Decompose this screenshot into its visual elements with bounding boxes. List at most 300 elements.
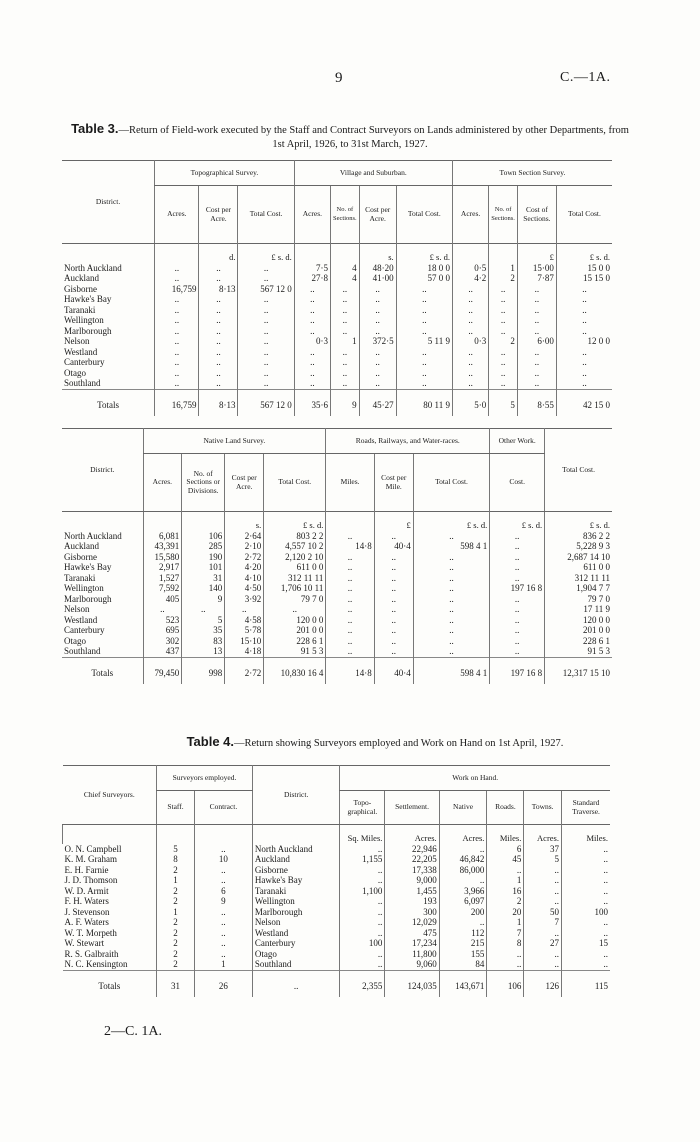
- table-cell: 27: [524, 938, 562, 949]
- total-cell: 40·4: [374, 657, 413, 684]
- table-cell: 5·78: [225, 625, 264, 636]
- table-cell: ..: [396, 357, 452, 368]
- table-cell: ..: [517, 294, 556, 305]
- district-name: Canterbury: [252, 938, 339, 949]
- table-cell: ..: [524, 928, 562, 939]
- table-row: [62, 284, 612, 295]
- table-cell: 312 11 11: [264, 573, 326, 584]
- total-cell: 567 12 0: [238, 389, 294, 416]
- unit-label: [326, 512, 374, 531]
- total-cell: 35·6: [294, 389, 330, 416]
- table-cell: ..: [326, 604, 374, 615]
- table-cell: ..: [374, 583, 413, 594]
- unit-label: s.: [359, 244, 396, 263]
- table-cell: 31: [182, 573, 225, 584]
- table-cell: 4·50: [225, 583, 264, 594]
- table-cell: 2·72: [225, 552, 264, 563]
- table-cell: ..: [374, 573, 413, 584]
- table-row: [63, 959, 611, 970]
- table-cell: ..: [238, 305, 294, 316]
- total-cell: 106: [487, 970, 524, 997]
- table-cell: 190: [182, 552, 225, 563]
- table-row: [62, 336, 612, 347]
- group-header-total: Total Cost.: [545, 429, 612, 512]
- table-cell: ..: [294, 347, 330, 358]
- table-cell: 83: [182, 636, 225, 647]
- table-cell: ..: [524, 959, 562, 970]
- table-cell: 5: [524, 854, 562, 865]
- totals-row: [62, 389, 612, 416]
- table-cell: ..: [326, 594, 374, 605]
- contract-count: ..: [194, 844, 252, 855]
- table-cell: 17,234: [385, 938, 439, 949]
- table-cell: 140: [182, 583, 225, 594]
- table-cell: 1,100: [340, 886, 385, 897]
- table-cell: ..: [490, 573, 545, 584]
- unit-label: d.: [199, 244, 238, 263]
- table-cell: 6,081: [143, 531, 182, 542]
- table-cell: 1,155: [340, 854, 385, 865]
- table-cell: 302: [143, 636, 182, 647]
- table-cell: ..: [489, 294, 518, 305]
- table-cell: ..: [294, 315, 330, 326]
- table-cell: ..: [396, 368, 452, 379]
- district-name: Marlborough: [252, 907, 339, 918]
- table-cell: 35: [182, 625, 225, 636]
- group-header-other: Other Work.: [490, 429, 545, 454]
- table-cell: 15 15 0: [556, 273, 612, 284]
- table-cell: ..: [374, 594, 413, 605]
- table-cell: ..: [490, 541, 545, 552]
- table-cell: 6,097: [439, 896, 487, 907]
- table-cell: ..: [199, 294, 238, 305]
- table4: [62, 765, 610, 997]
- table-cell: 228 6 1: [545, 636, 612, 647]
- table-row: [62, 573, 612, 584]
- table-cell: ..: [452, 326, 488, 337]
- unit-label: £ s. d.: [238, 244, 294, 263]
- table-cell: ..: [487, 865, 524, 876]
- district-name: Canterbury: [64, 357, 105, 367]
- col-header: Total Cost.: [396, 186, 452, 244]
- unit-label: £ s. d.: [396, 244, 452, 263]
- table-cell: ..: [562, 886, 611, 897]
- units-spacer: [62, 244, 155, 263]
- table-cell: ..: [359, 284, 396, 295]
- table-cell: ..: [238, 326, 294, 337]
- table-cell: ..: [359, 315, 396, 326]
- table-cell: 372·5: [359, 336, 396, 347]
- district-name: Gisborne: [64, 283, 97, 294]
- unit-label: £ s. d.: [545, 512, 612, 531]
- district-name: Canterbury: [64, 625, 105, 635]
- table-cell: ..: [562, 959, 611, 970]
- table-cell: 15·00: [517, 263, 556, 274]
- district-name: Taranaki: [64, 572, 96, 583]
- staff-count: 2: [157, 917, 195, 928]
- table-cell: ..: [238, 347, 294, 358]
- table-cell: 37: [524, 844, 562, 855]
- table-row: [62, 562, 612, 573]
- total-cell: 8·13: [199, 389, 238, 416]
- table-cell: 84: [439, 959, 487, 970]
- table-cell: 1,904 7 7: [545, 583, 612, 594]
- table-cell: 3·92: [225, 594, 264, 605]
- table-cell: ..: [374, 646, 413, 657]
- district-name: Hawke's Bay: [64, 562, 112, 572]
- table-cell: ..: [326, 552, 374, 563]
- contract-count: ..: [194, 865, 252, 876]
- table-cell: ..: [439, 917, 487, 928]
- total-cell: 124,035: [385, 970, 439, 997]
- district-name: Auckland: [64, 273, 99, 283]
- table-cell: ..: [517, 315, 556, 326]
- table-cell: ..: [331, 347, 360, 358]
- table-cell: 20: [487, 907, 524, 918]
- table-row: [63, 896, 611, 907]
- table-row: [62, 604, 612, 615]
- unit-label: [452, 244, 488, 263]
- district-name: Nelson: [252, 917, 339, 928]
- table-cell: 13: [182, 646, 225, 657]
- contract-count: ..: [194, 938, 252, 949]
- table-cell: 1,706 10 11: [264, 583, 326, 594]
- table-cell: 15,580: [143, 552, 182, 563]
- table-cell: ..: [374, 604, 413, 615]
- staff-count: 1: [157, 907, 195, 918]
- contract-count: 6: [194, 886, 252, 897]
- unit-label: £: [517, 244, 556, 263]
- table-cell: ..: [413, 531, 489, 542]
- table-row: [63, 949, 611, 960]
- table-cell: 120 0 0: [545, 615, 612, 626]
- staff-count: 2: [157, 928, 195, 939]
- contract-count: ..: [194, 907, 252, 918]
- district-name: Taranaki: [252, 886, 339, 897]
- table-cell: 27·8: [294, 273, 330, 284]
- table-cell: ..: [143, 604, 182, 615]
- table-cell: ..: [294, 357, 330, 368]
- totals-row: [62, 657, 612, 684]
- district-name: Gisborne: [64, 551, 97, 562]
- table-cell: 1,455: [385, 886, 439, 897]
- table-cell: ..: [452, 305, 488, 316]
- table-cell: ..: [396, 326, 452, 337]
- table-cell: 7·5: [294, 263, 330, 274]
- table-cell: ..: [396, 315, 452, 326]
- table-cell: 91 5 3: [264, 646, 326, 657]
- col-header: No. of Sections.: [331, 186, 360, 244]
- table-cell: ..: [490, 604, 545, 615]
- table-cell: 2,687 14 10: [545, 552, 612, 563]
- table-cell: ..: [452, 378, 488, 389]
- table-cell: ..: [489, 326, 518, 337]
- table-cell: ..: [556, 357, 612, 368]
- table-cell: ..: [199, 326, 238, 337]
- table-cell: ..: [517, 305, 556, 316]
- table-cell: 2·64: [225, 531, 264, 542]
- table-cell: 57 0 0: [396, 273, 452, 284]
- table-row: [62, 541, 612, 552]
- table-row: [62, 625, 612, 636]
- table-cell: 17,338: [385, 865, 439, 876]
- unit-label: £ s. d.: [264, 512, 326, 531]
- table-cell: 4: [331, 273, 360, 284]
- table-cell: 101: [182, 562, 225, 573]
- unit-label: [143, 512, 182, 531]
- table-cell: ..: [490, 552, 545, 563]
- table3-part2: [62, 428, 612, 684]
- table-cell: ..: [396, 305, 452, 316]
- contract-count: ..: [194, 917, 252, 928]
- table-cell: ..: [517, 284, 556, 295]
- table-cell: ..: [340, 907, 385, 918]
- unit-label: [331, 244, 360, 263]
- table-cell: 18 0 0: [396, 263, 452, 274]
- staff-count: 8: [157, 854, 195, 865]
- table-row: [62, 594, 612, 605]
- table-cell: 4: [331, 263, 360, 274]
- district-header: District.: [252, 766, 339, 825]
- table-cell: ..: [199, 336, 238, 347]
- table-cell: 6: [487, 844, 524, 855]
- group-header-native: Native Land Survey.: [143, 429, 326, 454]
- table-cell: 405: [143, 594, 182, 605]
- table-cell: 2,917: [143, 562, 182, 573]
- table3-title-text: —Return of Field-work executed by the Staff and Contract Surveyors on Lands administered by other Departments, from 1st April, 1926, to 31st March, 1927.: [118, 125, 629, 150]
- units-spacer: [194, 825, 252, 844]
- units-row: [63, 825, 611, 844]
- district-name: Southland: [252, 959, 339, 970]
- table-cell: ..: [199, 357, 238, 368]
- contract-count: 9: [194, 896, 252, 907]
- district-header: District.: [62, 161, 155, 244]
- units-row: [62, 244, 612, 263]
- table-cell: 43,391: [143, 541, 182, 552]
- table-cell: ..: [524, 886, 562, 897]
- total-cell: 5: [489, 389, 518, 416]
- total-cell: 998: [182, 657, 225, 684]
- table-cell: 695: [143, 625, 182, 636]
- table-cell: ..: [439, 844, 487, 855]
- table-cell: ..: [452, 284, 488, 295]
- chief-surveyor: F. H. Waters: [64, 896, 109, 906]
- table-cell: ..: [556, 347, 612, 358]
- table-cell: 437: [143, 646, 182, 657]
- table-row: [63, 854, 611, 865]
- table-cell: 12 0 0: [556, 336, 612, 347]
- table-cell: ..: [413, 636, 489, 647]
- col-header: Total Cost.: [413, 454, 489, 512]
- table4-title: [95, 735, 655, 751]
- table-cell: 6·00: [517, 336, 556, 347]
- table-cell: ..: [326, 615, 374, 626]
- table-cell: ..: [331, 294, 360, 305]
- group-header-roads: Roads, Railways, and Water-races.: [326, 429, 490, 454]
- table-cell: ..: [413, 583, 489, 594]
- district-header: District.: [62, 429, 143, 512]
- table-cell: ..: [562, 865, 611, 876]
- table-cell: 5,228 9 3: [545, 541, 612, 552]
- table-row: [63, 886, 611, 897]
- table-cell: 8·13: [199, 284, 238, 295]
- table-cell: ..: [413, 552, 489, 563]
- table-cell: ..: [517, 326, 556, 337]
- table-row: [62, 294, 612, 305]
- table-cell: ..: [331, 315, 360, 326]
- table-cell: ..: [524, 865, 562, 876]
- table-cell: ..: [359, 368, 396, 379]
- table-row: [63, 907, 611, 918]
- col-header: Standard Traverse.: [562, 791, 611, 825]
- table-cell: 79 7 0: [545, 594, 612, 605]
- chief-surveyor: R. S. Galbraith: [64, 948, 119, 959]
- table-cell: 91 5 3: [545, 646, 612, 657]
- table-cell: ..: [556, 315, 612, 326]
- table-cell: 1: [487, 917, 524, 928]
- table-cell: 4·58: [225, 615, 264, 626]
- units-row: [62, 512, 612, 531]
- table-cell: ..: [199, 347, 238, 358]
- table-cell: ..: [326, 625, 374, 636]
- total-cell: 5·0: [452, 389, 488, 416]
- district-name: Westland: [64, 614, 98, 625]
- chief-surveyor: W. Stewart: [64, 938, 105, 948]
- total-cell: 45·27: [359, 389, 396, 416]
- table-cell: ..: [489, 305, 518, 316]
- col-header: Acres.: [155, 186, 199, 244]
- col-header: Acres.: [143, 454, 182, 512]
- units-spacer: [63, 825, 157, 844]
- table-cell: 5 11 9: [396, 336, 452, 347]
- table-row: [62, 263, 612, 274]
- total-cell: ..: [252, 970, 339, 997]
- table-cell: 9,000: [385, 875, 439, 886]
- table-cell: 1,527: [143, 573, 182, 584]
- table-cell: 4·10: [225, 573, 264, 584]
- staff-header: Staff.: [157, 791, 195, 825]
- table-cell: ..: [374, 625, 413, 636]
- table-cell: ..: [490, 636, 545, 647]
- table-cell: ..: [374, 552, 413, 563]
- table-cell: ..: [490, 531, 545, 542]
- table-cell: ..: [524, 896, 562, 907]
- table-cell: ..: [562, 896, 611, 907]
- chief-surveyor: O. N. Campbell: [64, 843, 122, 854]
- table-cell: ..: [562, 928, 611, 939]
- district-name: Gisborne: [252, 865, 339, 876]
- total-cell: 2,355: [340, 970, 385, 997]
- contract-count: ..: [194, 949, 252, 960]
- table-cell: ..: [294, 368, 330, 379]
- district-name: Marlborough: [64, 325, 112, 336]
- table-row: [62, 615, 612, 626]
- table-cell: 40·4: [374, 541, 413, 552]
- staff-count: 5: [157, 844, 195, 855]
- table-cell: ..: [331, 326, 360, 337]
- total-cell: 8·55: [517, 389, 556, 416]
- table-cell: 197 16 8: [490, 583, 545, 594]
- table-cell: ..: [331, 368, 360, 379]
- table-cell: ..: [396, 294, 452, 305]
- district-name: North Auckland: [64, 530, 122, 541]
- table-cell: ..: [524, 875, 562, 886]
- table-cell: 16: [487, 886, 524, 897]
- table-cell: ..: [490, 646, 545, 657]
- table-cell: ..: [182, 604, 225, 615]
- table-cell: ..: [489, 315, 518, 326]
- table-cell: ..: [413, 604, 489, 615]
- contract-header: Contract.: [194, 791, 252, 825]
- total-cell: 16,759: [155, 389, 199, 416]
- table-cell: 7: [487, 928, 524, 939]
- staff-count: 2: [157, 865, 195, 876]
- table-cell: ..: [155, 368, 199, 379]
- table-cell: 16,759: [155, 284, 199, 295]
- table-row: [63, 844, 611, 855]
- table-cell: ..: [331, 357, 360, 368]
- col-header: Roads.: [487, 791, 524, 825]
- totals-label: Totals: [62, 389, 155, 416]
- table-cell: 15 0 0: [556, 263, 612, 274]
- table-cell: 2,120 2 10: [264, 552, 326, 563]
- table-cell: ..: [562, 844, 611, 855]
- col-header: Settlement.: [385, 791, 439, 825]
- contract-count: 10: [194, 854, 252, 865]
- district-name: Wellington: [64, 583, 104, 593]
- total-cell: 26: [194, 970, 252, 997]
- unit-label: Acres.: [439, 825, 487, 844]
- unit-label: £ s. d.: [490, 512, 545, 531]
- table-cell: ..: [517, 347, 556, 358]
- table-cell: ..: [413, 562, 489, 573]
- table-cell: ..: [155, 336, 199, 347]
- table-cell: 803 2 2: [264, 531, 326, 542]
- table-cell: ..: [155, 326, 199, 337]
- contract-count: ..: [194, 875, 252, 886]
- table-cell: ..: [199, 378, 238, 389]
- total-cell: 197 16 8: [490, 657, 545, 684]
- table-cell: ..: [326, 583, 374, 594]
- col-header: Cost per Acre.: [225, 454, 264, 512]
- table-row: [62, 583, 612, 594]
- staff-count: 1: [157, 875, 195, 886]
- table-cell: ..: [489, 284, 518, 295]
- table-cell: ..: [155, 357, 199, 368]
- district-name: Wellington: [64, 315, 104, 325]
- table-cell: ..: [490, 615, 545, 626]
- chief-surveyor: N. C. Kensington: [64, 959, 128, 969]
- table-cell: 8: [487, 938, 524, 949]
- table-cell: ..: [556, 294, 612, 305]
- table-cell: ..: [238, 315, 294, 326]
- col-header: Towns.: [524, 791, 562, 825]
- table-row: [63, 928, 611, 939]
- table-cell: ..: [490, 625, 545, 636]
- col-header: Cost per Acre.: [359, 186, 396, 244]
- table-cell: ..: [556, 326, 612, 337]
- unit-label: Sq. Miles.: [340, 825, 385, 844]
- col-header: No. of Sections or Divisions.: [182, 454, 225, 512]
- contract-count: 1: [194, 959, 252, 970]
- table-cell: ..: [199, 368, 238, 379]
- total-cell: 14·8: [326, 657, 374, 684]
- col-header: Cost of Sections.: [517, 186, 556, 244]
- table-cell: ..: [199, 305, 238, 316]
- table-cell: 475: [385, 928, 439, 939]
- table-cell: 0·5: [452, 263, 488, 274]
- totals-row: [63, 970, 611, 997]
